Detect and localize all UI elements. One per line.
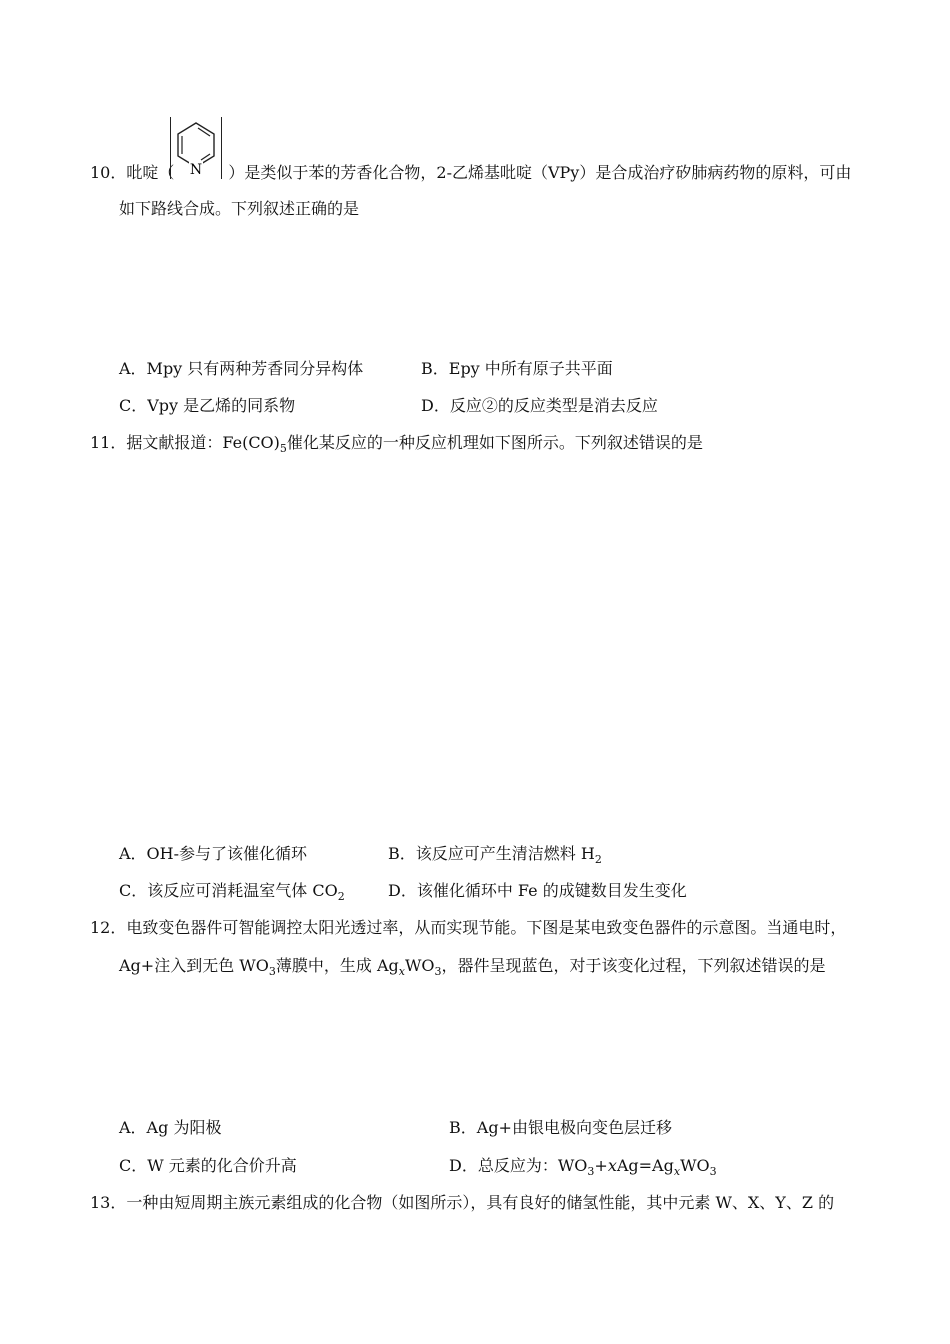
q11-text-sub: 5 [279, 442, 287, 455]
q12-opt-d-part-a: D．总反应为：WO [449, 1156, 588, 1175]
q12-l2-part-b: 薄膜中，生成 Ag [275, 956, 399, 975]
q12-opt-d-part-d: WO [680, 1156, 710, 1175]
q12-text-line1: 电致变色器件可智能调控太阳光透过率，从而实现节能。下图是某电致变色器件的示意图。当通电时， [126, 918, 847, 937]
q12-opt-d-sub-x: x [673, 1165, 681, 1178]
q13-text: 一种由短周期主族元素组成的化合物（如图所示），具有良好的储氢性能，其中元素 W、X、Y、Z 的 [126, 1193, 835, 1212]
q11-option-a: A．OH-参与了该催化循环 [119, 844, 308, 863]
q12-opt-d-x: x [607, 1156, 617, 1175]
q11-option-b-text: B．该反应可产生清洁燃料 H [388, 844, 595, 863]
q11-line1 [90, 432, 703, 454]
q11-option-b-sub: 2 [594, 853, 602, 866]
q12-l2-sub-x: x [398, 965, 405, 978]
q10-option-a: A．Mpy 只有两种芳香同分异构体 [119, 359, 364, 378]
q12-opt-d-sub-2: 3 [709, 1165, 717, 1178]
q10-line2: 如下路线合成。下列叙述正确的是 [119, 199, 360, 218]
q12-opt-d-plus: + [594, 1156, 608, 1175]
q12-number: 12． [90, 918, 127, 937]
q12-line1 [90, 917, 846, 939]
q12-l2-part-a: Ag+注入到无色 WO [119, 956, 269, 975]
q10-text-pre: 吡啶（ [126, 163, 175, 182]
q11-option-c-sub: 2 [337, 890, 345, 903]
q12-opt-d-part-c: Ag=Ag [616, 1156, 674, 1175]
q12-option-b: B．Ag+由银电极向变色层迁移 [449, 1118, 672, 1137]
pyridine-structure [170, 117, 222, 179]
q11-option-d: D．该催化循环中 Fe 的成键数目发生变化 [388, 881, 687, 900]
q12-option-c: C．W 元素的化合价升高 [119, 1156, 297, 1175]
q11-option-c [119, 880, 345, 902]
q11-text-post: 催化某反应的一种反应机理如下图所示。下列叙述错误的是 [286, 433, 703, 452]
q12-l2-sub-1: 3 [268, 965, 276, 978]
q13-number: 13． [90, 1193, 127, 1212]
q12-l2-part-c: WO [404, 956, 435, 975]
q12-l2-sub-2: 3 [434, 965, 442, 978]
q12-opt-d-sub-1: 3 [587, 1165, 595, 1178]
q11-text-pre: 据文献报道：Fe(CO) [126, 433, 280, 452]
q11-option-b [388, 843, 602, 865]
q10-text-post: ）是类似于苯的芳香化合物，2-乙烯基吡啶（VPy）是合成治疗矽肺病药物的原料，可由 [228, 163, 852, 182]
q10-option-c: C．Vpy 是乙烯的同系物 [119, 396, 296, 415]
q12-option-d [449, 1155, 717, 1177]
q10-number: 10． [90, 163, 127, 182]
q11-option-c-text: C．该反应可消耗温室气体 CO [119, 881, 338, 900]
q13-line1 [90, 1192, 834, 1214]
q10-option-b: B．Epy 中所有原子共平面 [421, 359, 613, 378]
q12-line2 [119, 955, 826, 977]
q10-option-d: D．反应②的反应类型是消去反应 [421, 396, 658, 415]
q12-option-a: A．Ag 为阳极 [119, 1118, 222, 1137]
pyridine-n-atom: N [189, 162, 203, 178]
q11-number: 11． [90, 433, 127, 452]
q12-l2-part-d: ，器件呈现蓝色，对于该变化过程，下列叙述错误的是 [441, 956, 826, 975]
